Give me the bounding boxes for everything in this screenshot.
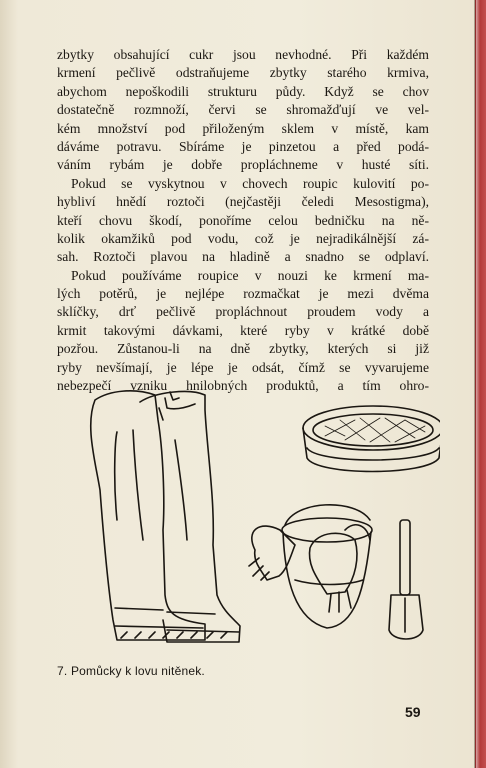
text-line: zbytky obsahující cukr jsou nevhodné. Při každém	[57, 47, 429, 62]
text-line: pozřou. Zůstanou-li na dně zbytky, kterých si již	[57, 341, 429, 357]
page-number: 59	[405, 704, 421, 720]
text-line: kteří chovu škodí, ponoříme celou bedničku na ně-	[57, 212, 429, 228]
text-line: nebezpečí vzniku hnilobných produktů, a tím ohro-	[57, 378, 429, 394]
bucket-gloves-icon	[249, 505, 372, 628]
text-line: hybliví hnědí roztoči (nejčastěji čeledi Mesostigma),	[57, 194, 429, 210]
text-line: sklíčky, drť pečlivě propláchnout proudem vody a	[57, 304, 429, 320]
text-line: váním rybám je dobře propláchneme v husté síti.	[57, 157, 429, 173]
text-line: Pokud se vyskytnou v chovech roupic kulovití po-	[71, 175, 429, 191]
text-line: kolik okamžiků pod vodu, což je nejradikálnější zá-	[57, 230, 429, 246]
text-line: abychom nepoškodili strukturu půdy. Když se chov	[57, 83, 429, 99]
text-line: sah. Roztoči plavou na hladině a snadno se odplaví.	[57, 249, 429, 265]
text-line: dostatečně rozmnoží, červi se shromažďují ve vel-	[57, 102, 429, 118]
body-text	[57, 46, 429, 395]
scoop-icon	[389, 520, 423, 639]
text-line: krmení pečlivě odstraňujeme zbytky starého krmiva,	[57, 65, 429, 81]
text-line: lých potěrů, je nejlépe rozmačkat je mezi dvěma	[57, 286, 429, 302]
text-line: ryby nevšímají, je lépe je odsát, čímž se vyvarujeme	[57, 359, 429, 375]
waders-icon	[91, 391, 240, 642]
sieve-icon	[303, 406, 440, 472]
figure-caption: 7. Pomůcky k lovu nitěnek.	[57, 664, 205, 678]
text-line: krmit takovými dávkami, které ryby v krátké době	[57, 322, 429, 338]
text-line: dáváme potravu. Sbíráme je pinzetou a před podá-	[57, 138, 429, 154]
text-line: Pokud používáme roupice v nouzi ke krmení ma-	[71, 267, 429, 283]
text-line: kém množství pod přiloženým sklem v místě, kam	[57, 120, 429, 136]
fishing-tools-illustration	[55, 380, 440, 655]
page-edge	[475, 0, 486, 768]
